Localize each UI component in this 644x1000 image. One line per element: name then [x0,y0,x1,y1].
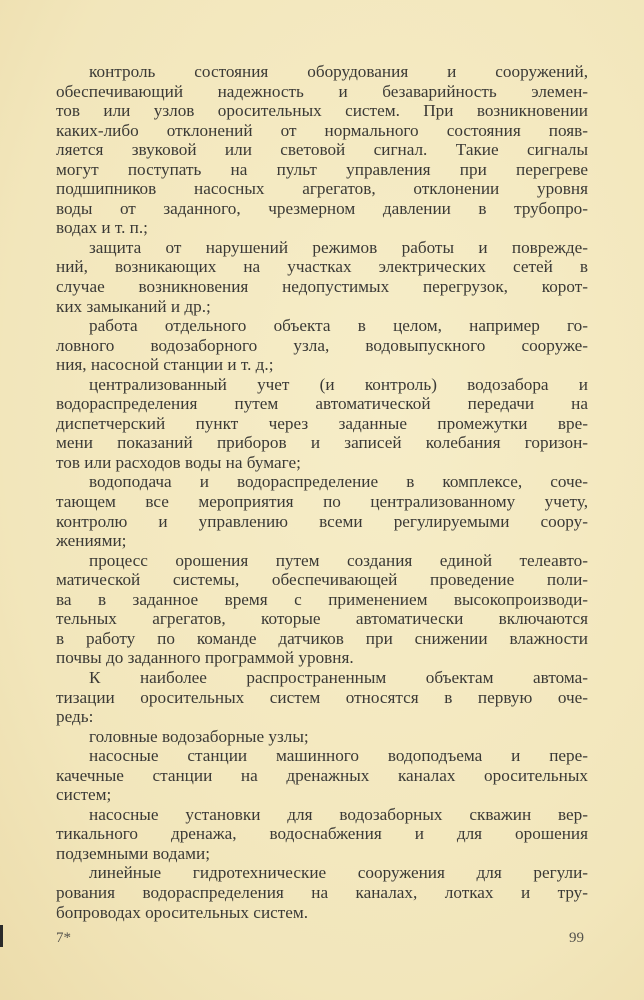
text-line: тельных агрегатов, которые автоматически включаются [56,609,588,629]
text-line: тикального дренажа, водоснабжения и для орошения [56,824,588,844]
text-line: ва в заданное время с применением высокопроизводи- [56,589,588,609]
text-line: работа отдельного объекта в целом, например го- [89,316,588,336]
page-number: 99 [569,930,584,946]
text-line: каких-либо отклонений от нормального состояния появ- [56,120,588,140]
text-line: мени показаний приборов и записей колебания горизон- [56,433,588,453]
text-line: К наиболее распространенным объектам автома- [89,667,588,687]
paragraph [56,805,588,864]
text-line: подшипников насосных агрегатов, отклонении уровня [56,179,588,199]
paragraph [56,62,588,238]
text-line: ния, насосной станции и т. д.; [56,355,274,375]
text-line: диспетчерский пункт через заданные промежутки вре- [56,413,588,433]
printer-signature: 7* [56,930,71,946]
text-line: тающем все мероприятия по централизованному учету, [56,492,588,512]
text-line: случае возникновения недопустимых перегрузок, корот- [56,277,588,297]
text-line: защита от нарушений режимов работы и поврежде- [89,237,588,257]
text-line: тов или расходов воды на бумаге; [56,452,301,472]
text-line: могут поступать на пульт управления при перегреве [56,159,588,179]
text-line: насосные станции машинного водоподъема и пере- [89,746,588,766]
paragraph [56,375,588,473]
paragraph [56,238,588,316]
text-line: контролю и управлению всеми регулируемыми соору- [56,511,588,531]
text-line: насосные установки для водозаборных скважин вер- [89,804,588,824]
text-line: воды от заданного, чрезмерном давлении в трубопро- [56,198,588,218]
paragraph [56,727,588,747]
text-line: ловного водозаборного узла, водовыпускного сооруже- [56,335,588,355]
text-line: матической системы, обеспечивающей проведение поли- [56,570,588,590]
text-line: обеспечивающий надежность и безаварийность элемен- [56,81,588,101]
text-line: тов или узлов оросительных систем. При возникновении [56,101,588,121]
text-line: водоподача и водораспределение в комплексе, соче- [89,472,588,492]
text-line: ляется звуковой или световой сигнал. Такие сигналы [56,140,588,160]
text-line: линейные гидротехнические сооружения для регули- [89,863,588,883]
text-line: головные водозаборные узлы; [89,726,309,746]
text-line: ких замыканий и др.; [56,296,211,316]
text-line: жениями; [56,531,127,551]
text-line: почвы до заданного программой уровня. [56,648,354,668]
page-edge-mark [0,925,3,947]
text-line: процесс орошения путем создания единой телеавто- [89,550,588,570]
text-line: водораспределения путем автоматической передачи на [56,394,588,414]
paragraph [56,551,588,668]
paragraph [56,668,588,727]
text-line: контроль состояния оборудования и сооружений, [89,62,588,81]
paragraph [56,746,588,805]
text-line: водах и т. п.; [56,218,148,238]
text-line: тизации оросительных систем относятся в первую оче- [56,687,588,707]
text-line: централизованный учет (и контроль) водозабора и [89,374,588,394]
text-line: рования водораспределения на каналах, лотках и тру- [56,882,588,902]
text-line: ний, возникающих на участках электрических сетей в [56,257,588,277]
body-text [56,62,588,922]
text-line: редь: [56,707,94,727]
text-line: подземными водами; [56,843,210,863]
text-line: качечные станции на дренажных каналах оросительных [56,765,588,785]
paragraph [56,316,588,375]
text-line: в работу по команде датчиков при снижении влажности [56,628,588,648]
text-line: систем; [56,785,112,805]
paragraph [56,863,588,922]
text-line: бопроводах оросительных систем. [56,902,309,922]
paragraph [56,472,588,550]
